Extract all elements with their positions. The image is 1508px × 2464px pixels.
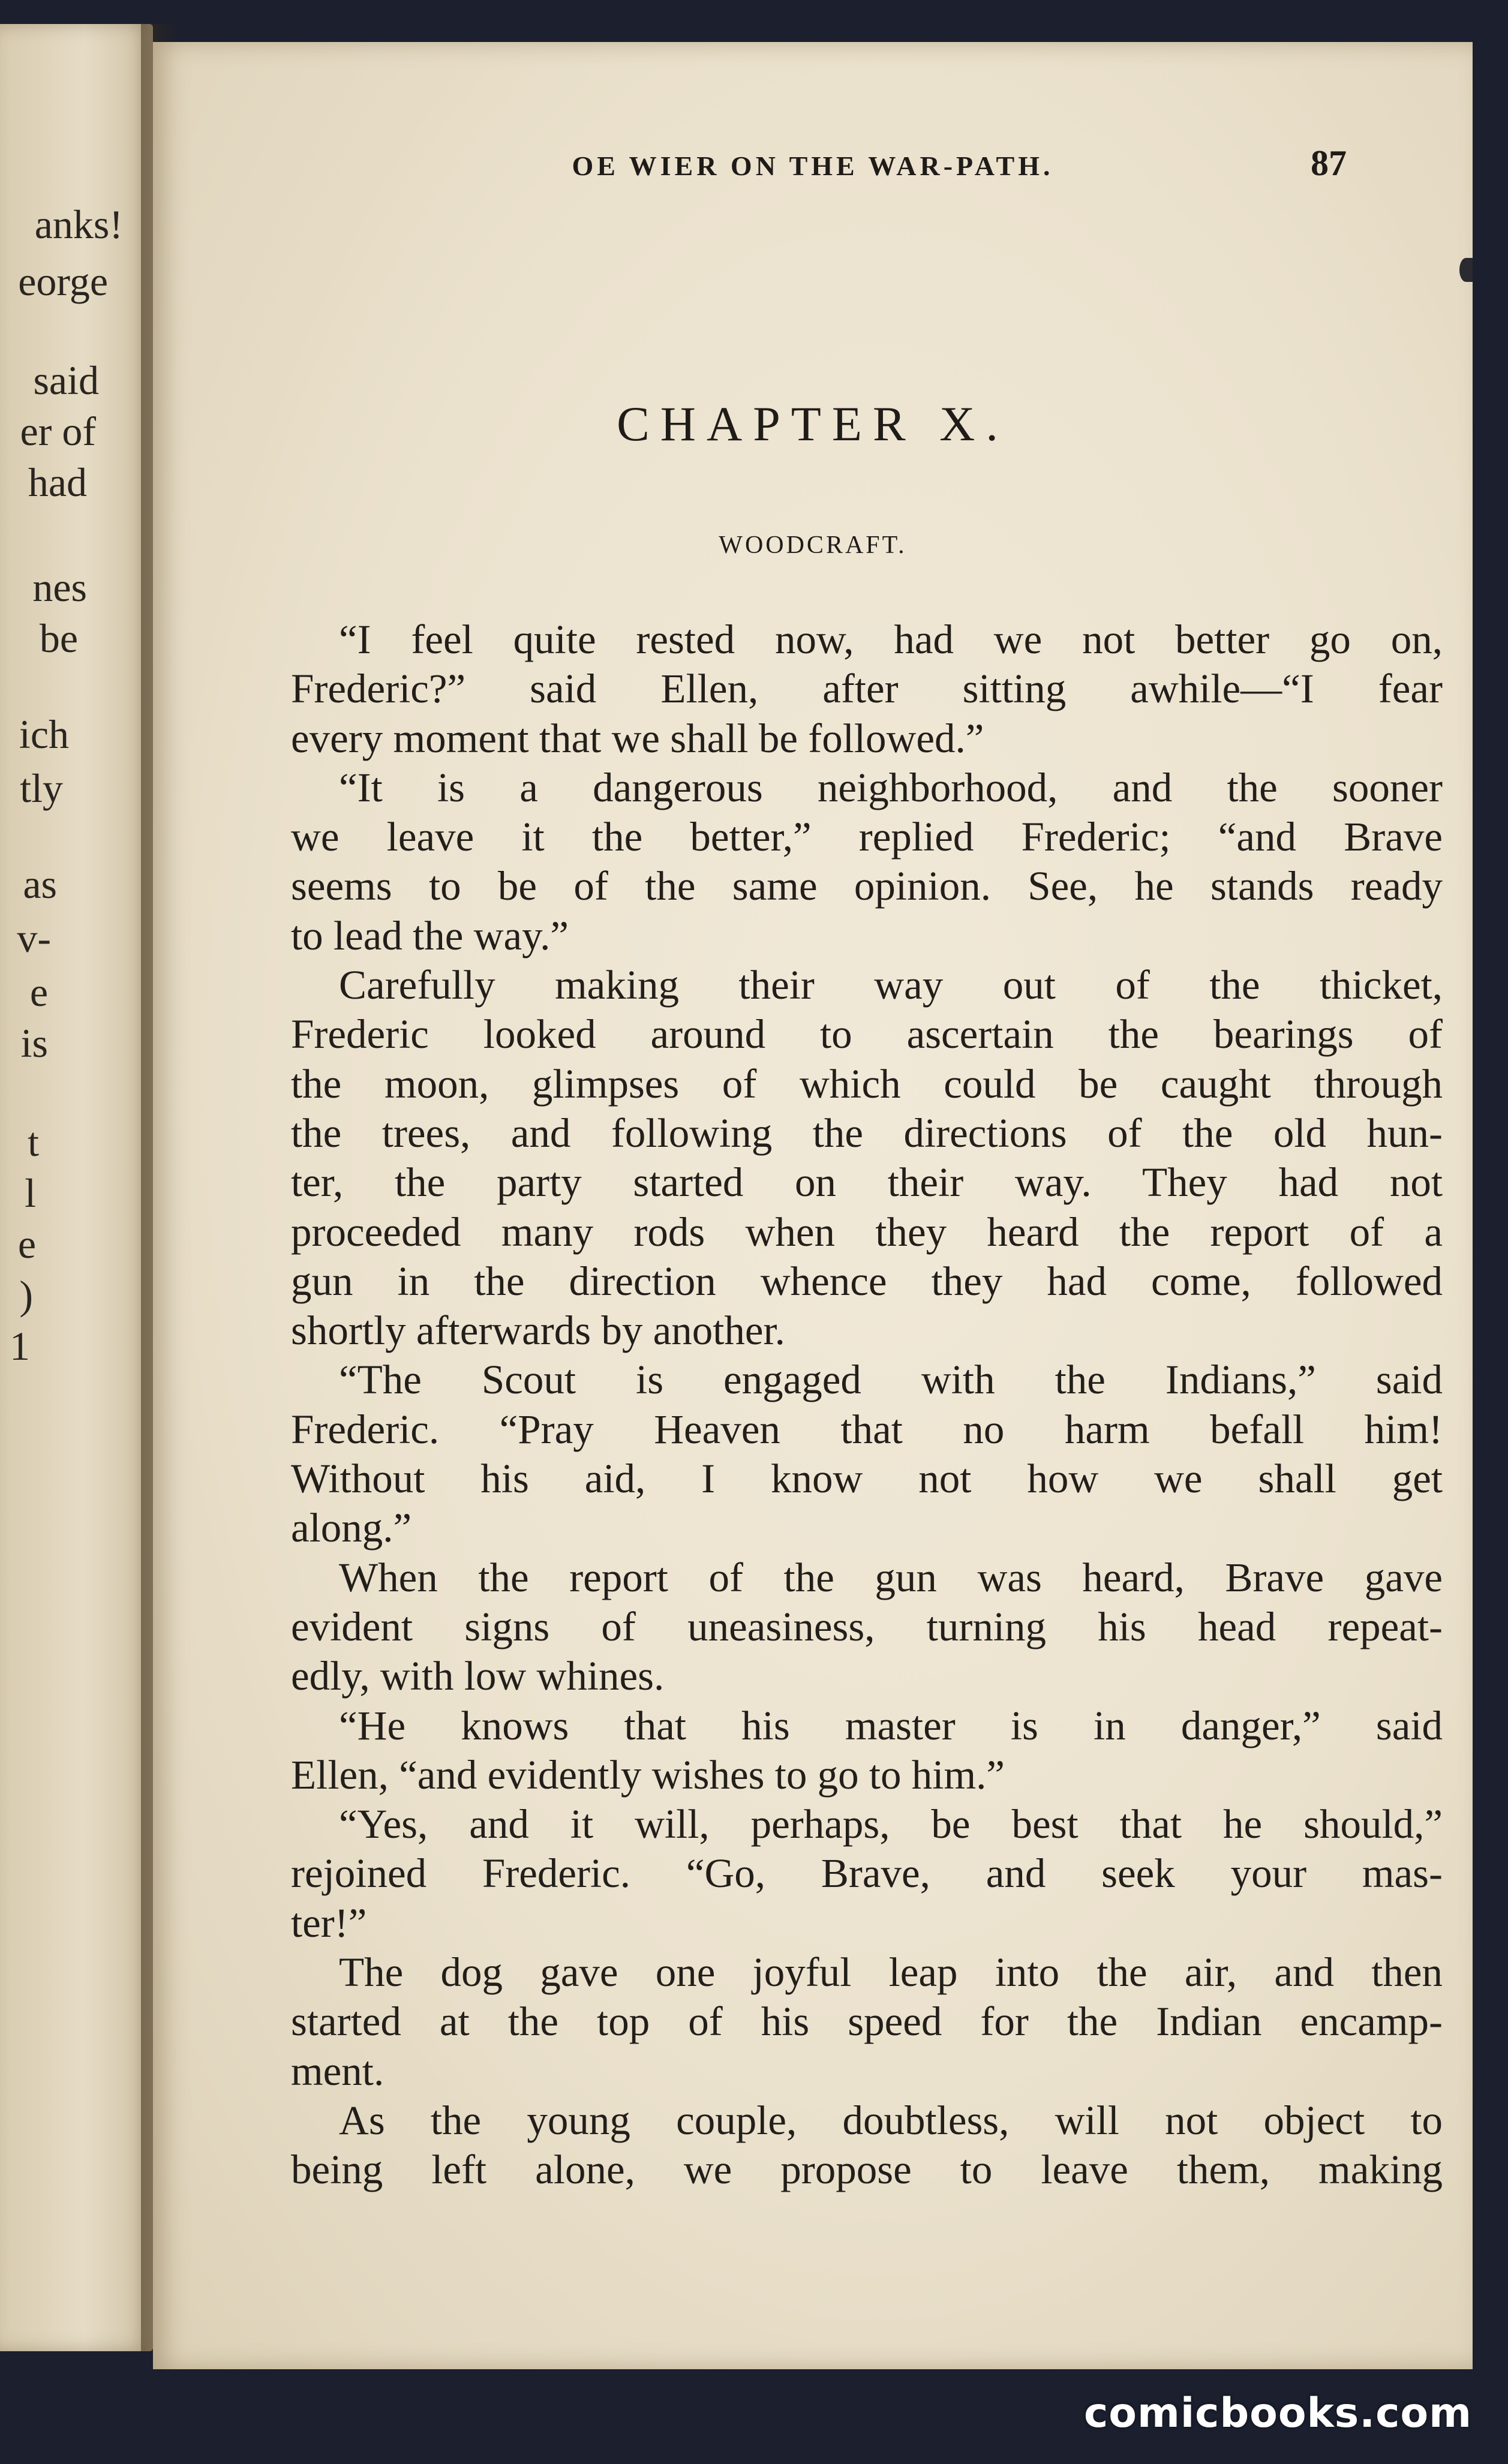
text-line: we leave it the better,” replied Frederic; “and Brave	[291, 814, 1443, 860]
text-line: along.”	[291, 1505, 412, 1551]
text-line: “Yes, and it will, perhaps, be best that he should,”	[339, 1801, 1443, 1847]
text-line: Without his aid, I know not how we shall get	[291, 1456, 1443, 1502]
previous-page-fragment: eorge	[18, 259, 108, 304]
text-line: started at the top of his speed for the Indian encamp-	[291, 1999, 1443, 2045]
text-line: “It is a dangerous neighborhood, and the sooner	[339, 764, 1443, 810]
text-line: ter, the party started on their way. They had not	[291, 1159, 1443, 1206]
text-line: Frederic?” said Ellen, after sitting awhile—“I fear	[291, 666, 1443, 712]
chapter-title: CHAPTER X.	[617, 396, 1009, 451]
text-line: When the report of the gun was heard, Brave gave	[339, 1554, 1443, 1600]
previous-page-fragment: e	[17, 1221, 36, 1267]
previous-page-fragment: e	[29, 969, 48, 1015]
chapter-subtitle: WOODCRAFT.	[719, 531, 907, 559]
text-line: rejoined Frederic. “Go, Brave, and seek your mas-	[291, 1850, 1443, 1897]
text-line: “He knows that his master is in danger,” said	[339, 1702, 1443, 1748]
site-watermark: comicbooks.com	[1083, 2390, 1472, 2437]
text-line: As the young couple, doubtless, will not object to	[339, 2097, 1443, 2143]
text-line: ment.	[291, 2048, 384, 2094]
previous-page-fragment: tly	[20, 765, 63, 811]
previous-page-fragment: l	[25, 1170, 36, 1216]
text-line: ter!”	[291, 1900, 367, 1946]
chapter-body	[291, 615, 1443, 2195]
previous-page-fragment: nes	[32, 564, 87, 610]
previous-page-fragment: er of	[20, 408, 96, 454]
previous-page-fragment: ich	[19, 711, 69, 757]
text-line: being left alone, we propose to leave them, making	[291, 2147, 1443, 2193]
previous-page-fragment: anks!	[34, 202, 123, 247]
text-line: the moon, glimpses of which could be caught through	[291, 1060, 1443, 1107]
book-page	[153, 42, 1473, 2369]
text-line: Frederic looked around to ascertain the bearings of	[291, 1011, 1443, 1057]
text-line: seems to be of the same opinion. See, he stands ready	[291, 863, 1443, 909]
previous-page-fragment: is	[20, 1020, 48, 1066]
text-line: evident signs of uneasiness, turning his head repeat-	[291, 1603, 1443, 1649]
text-line: Ellen, “and evidently wishes to go to him.”	[291, 1751, 1005, 1798]
text-line: gun in the direction whence they had come, followed	[291, 1258, 1443, 1304]
text-line: “The Scout is engaged with the Indians,” said	[339, 1357, 1443, 1403]
previous-page-edge	[0, 24, 153, 2351]
text-line: “I feel quite rested now, had we not better go on,	[339, 617, 1443, 662]
text-line: shortly afterwards by another.	[291, 1308, 785, 1354]
previous-page-fragment: v-	[17, 915, 51, 961]
previous-page-fragment: )	[19, 1272, 33, 1318]
previous-page-fragment: 1	[10, 1323, 30, 1369]
running-head: OE WIER ON THE WAR-PATH.	[572, 151, 1054, 181]
text-line: every moment that we shall be followed.”	[291, 715, 984, 761]
text-line: the trees, and following the directions of the old hun-	[291, 1110, 1443, 1156]
previous-page-fragment: said	[33, 357, 99, 403]
previous-page-fragment: be	[39, 615, 78, 661]
previous-page-fragment: had	[28, 459, 87, 505]
text-line: Frederic. “Pray Heaven that no harm befall him!	[291, 1406, 1443, 1452]
page-number: 87	[1311, 143, 1347, 183]
previous-page-fragment: t	[28, 1119, 39, 1165]
text-line: The dog gave one joyful leap into the air, and then	[339, 1949, 1443, 1996]
text-line: to lead the way.”	[291, 912, 569, 958]
page-edge-mark	[1459, 258, 1473, 282]
previous-page-fragment: as	[23, 861, 57, 907]
text-line: edly, with low whines.	[291, 1653, 665, 1699]
text-line: proceeded many rods when they heard the report of a	[291, 1209, 1443, 1255]
text-line: Carefully making their way out of the thicket,	[339, 962, 1443, 1008]
